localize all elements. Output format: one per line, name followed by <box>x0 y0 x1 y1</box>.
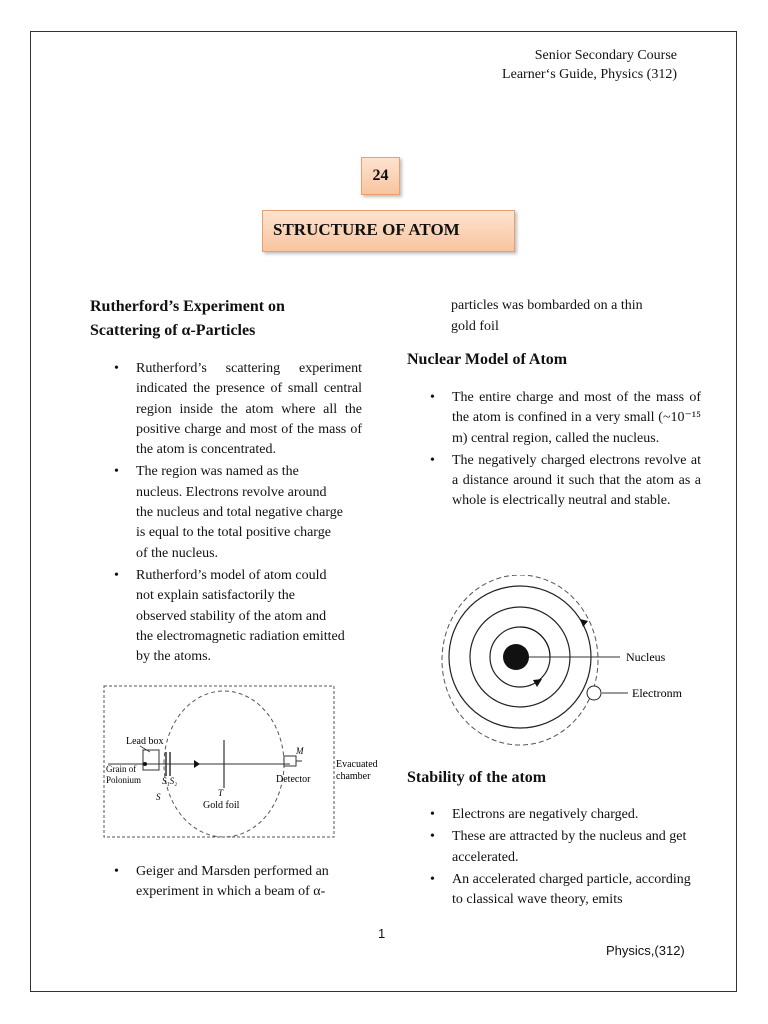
rutherford-bullet-1: • Rutherford’s scattering experiment indicated the presence of small central region inside the atom where all the positive charge and most of the mass of the atom is concentrated. <box>136 359 362 460</box>
polonium-grain <box>143 762 147 766</box>
bullet-line: • Geiger and Marsden performed an <box>136 864 329 879</box>
gold-foil-label: Gold foil <box>203 800 240 811</box>
t-label: T <box>218 788 224 798</box>
bullet-line: • These are attracted by the nucleus and get <box>452 829 687 845</box>
header-line-1: Senior Secondary Course <box>534 48 677 63</box>
bullet-line: the electromagnetic radiation emitted <box>136 628 345 644</box>
geiger-bullet-list <box>136 862 362 905</box>
stability-bullet-2 <box>452 827 714 868</box>
continuation-text <box>451 296 643 337</box>
bullet-line: • Rutherford’s model of atom could <box>136 567 327 583</box>
rutherford-heading <box>90 295 285 343</box>
bullet-line: is equal to the total positive charge <box>136 525 331 541</box>
nuclear-bullet-1: • The entire charge and most of the mass of the atom is confined in a very small (~10⁻¹⁵ m) central region, called the nucleus. <box>452 388 701 449</box>
s-label: S <box>156 792 161 802</box>
stability-bullet-3 <box>452 870 714 911</box>
atom-model-figure <box>420 575 710 755</box>
bullet-line: • The region was named as the <box>136 464 299 480</box>
chamber-label-1: Evacuated <box>336 759 378 770</box>
rutherford-bullet-3 <box>136 566 362 667</box>
footer-label: Physics,(312) <box>606 943 685 958</box>
course-header <box>502 46 677 84</box>
rutherford-bullets <box>136 359 362 669</box>
bullet-line: observed stability of the atom and <box>136 608 327 624</box>
bullet-line: • An accelerated charged particle, according <box>452 871 691 887</box>
bullet-line: the nucleus and total negative charge <box>136 505 343 521</box>
electron <box>587 686 601 700</box>
s1s2-label: S₁S₂ <box>162 776 178 786</box>
nuclear-model-heading: Nuclear Model of Atom <box>407 351 568 368</box>
rutherford-bullet-2 <box>136 462 362 563</box>
header-line-2: Learner‘s Guide, Physics (312) <box>502 67 677 82</box>
bullet-line: experiment in which a beam of α- <box>136 884 326 900</box>
grain-label-2: Polonium <box>106 775 142 785</box>
stability-heading: Stability of the atom <box>407 769 547 786</box>
bullet-line: by the atoms. <box>136 649 212 665</box>
rutherford-heading-line-2: Scattering of α-Particles <box>90 322 256 339</box>
page-number: 1 <box>378 926 386 941</box>
continuation-line-2: gold foil <box>451 318 499 334</box>
nuclear-bullet-2: • The negatively charged electrons revolve at a distance around it such that the atom as a whole is electrically neutral and stable. <box>452 451 701 512</box>
bullet-line: to classical wave theory, emits <box>452 892 623 908</box>
detector-label: Detector <box>276 774 311 785</box>
grain-label-1: Grain of <box>106 764 137 774</box>
bullet-line: of the nucleus. <box>136 545 219 561</box>
scattering-apparatus-figure <box>100 684 380 840</box>
chapter-number: 24 <box>361 157 400 195</box>
rutherford-heading-line-1: Rutherford’s Experiment on <box>90 298 285 315</box>
lead-box-label: Lead box <box>126 736 164 747</box>
orbit-arrow-outer <box>580 619 588 627</box>
chapter-title: STRUCTURE OF ATOM <box>262 210 515 252</box>
m-label: M <box>296 746 304 756</box>
electron-label: Electronm <box>632 686 682 700</box>
nucleus <box>503 644 529 670</box>
beam-arrow <box>194 760 200 768</box>
stability-bullet-1: • Electrons are negatively charged. <box>452 805 714 825</box>
lead-box <box>143 750 159 770</box>
bullet-line: nucleus. Electrons revolve around <box>136 484 327 500</box>
nucleus-label: Nucleus <box>626 650 666 664</box>
nuclear-model-bullets <box>452 388 701 514</box>
stability-bullets <box>452 805 714 912</box>
continuation-line-1: particles was bombarded on a thin <box>451 298 643 313</box>
chamber-label-2: chamber <box>336 771 371 782</box>
bullet-line: accelerated. <box>452 849 519 865</box>
bullet-line: not explain satisfactorily the <box>136 588 296 604</box>
geiger-bullet <box>136 862 362 903</box>
